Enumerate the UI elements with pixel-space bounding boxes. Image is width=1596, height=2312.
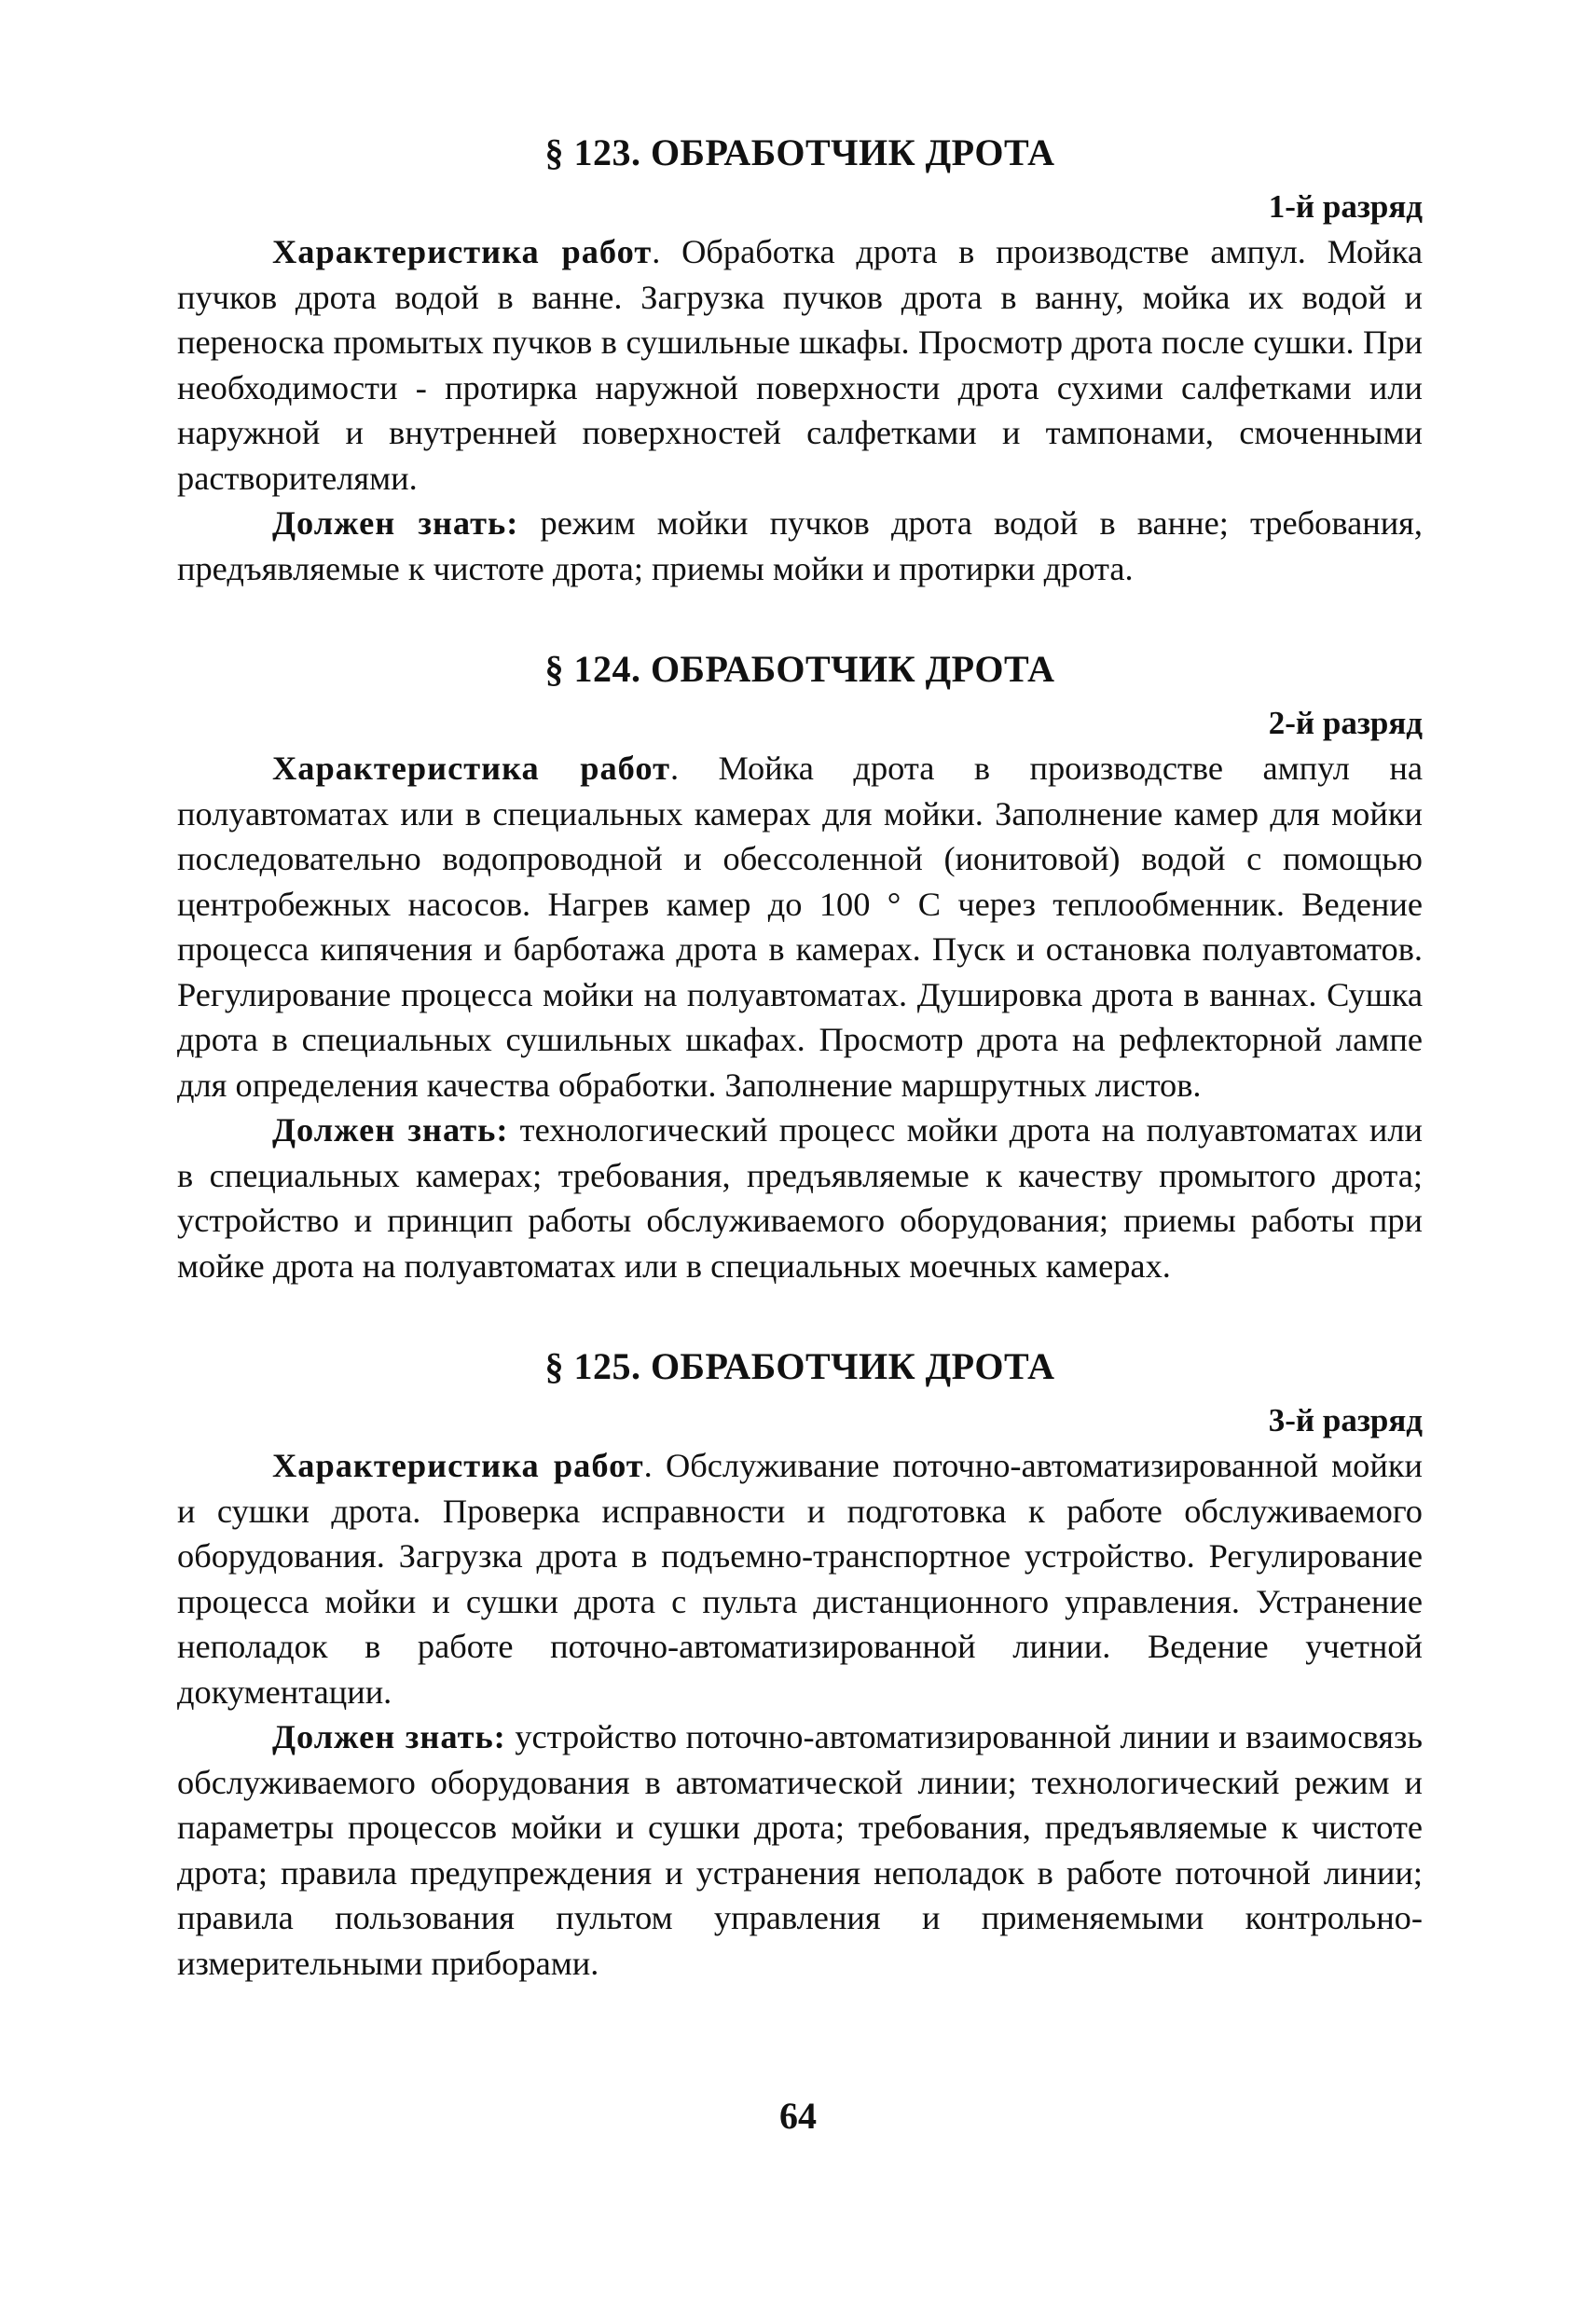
work-characteristics-paragraph [177, 229, 1423, 501]
grade-label: 1-й разряд [1268, 188, 1423, 225]
work-characteristics-text: . Обслуживание поточно-автоматизированной мойки и сушки дрота. Проверка исправности и подготовка к работе обслуживаемого оборудования. Загрузка дрота в подъемно-транспортное устройство. Регулирование процесса мойки и сушки дрота с пульта дистанционного управления. Устранение неполадок в работе поточно-автоматизированной линии. Ведение учетной документации. [177, 1447, 1423, 1711]
required-knowledge-label: Должен знать: [272, 1111, 509, 1149]
work-characteristics-text: . Обработка дрота в производстве ампул. Мойка пучков дрота водой в ванне. Загрузка пучков дрота в ванну, мойка их водой и переноска промытых пучков в сушильные шкафы. Просмотр дрота после сушки. При необходимости - протирка наружной поверхности дрота сухими салфетками или наружной и внутренней поверхностей салфетками и тампонами, смоченными растворителями. [177, 233, 1423, 497]
work-characteristics-paragraph [177, 746, 1423, 1108]
grade-label: 3-й разряд [1268, 1402, 1423, 1438]
document-page [177, 129, 1423, 1986]
section-title: § 125. ОБРАБОТЧИК ДРОТА [544, 1345, 1055, 1387]
section-title: § 123. ОБРАБОТЧИК ДРОТА [544, 131, 1055, 173]
page-number: 64 [779, 2095, 817, 2137]
work-characteristics-text: . Мойка дрота в производстве ампул на полуавтоматах или в специальных камерах для мойки. Заполнение камер для мойки последовательно водопроводной и обессоленной (ионитовой) водой с помощью центробежных насосов. Нагрев камер до 100 ° С через теплообменник. Ведение процесса кипячения и барботажа дрота в камерах. Пуск и остановка полуавтоматов. Регулирование процесса мойки на полуавтоматах. Душировка дрота в ваннах. Сушка дрота в специальных сушильных шкафах. Просмотр дрота на рефлекторной лампе для определения качества обработки. Заполнение маршрутных листов. [177, 750, 1424, 1104]
required-knowledge-text: технологический процесс мойки дрота на полуавтоматах или в специальных камерах; требования, предъявляемые к качеству промытого дрота; устройство и принцип работы обслуживаемого оборудования; приемы работы при мойке дрота на полуавтоматах или в специальных моечных камерах. [177, 1111, 1423, 1285]
required-knowledge-paragraph [177, 1714, 1423, 1986]
required-knowledge-label: Должен знать: [272, 504, 519, 542]
section-123 [177, 129, 1423, 591]
required-knowledge-text: устройство поточно-автоматизированной линии и взаимосвязь обслуживаемого оборудования в автоматической линии; технологический режим и параметры процессов мойки и сушки дрота; требования, предъявляемые к чистоте дрота; правила предупреждения и устранения неполадок в работе поточной линии; правила пользования пультом управления и применяемыми контрольно-измерительными приборами. [177, 1718, 1423, 1982]
required-knowledge-text: режим мойки пучков дрота водой в ванне; требования, предъявляемые к чистоте дрота; приемы мойки и протирки дрота. [177, 504, 1424, 587]
section-125 [177, 1342, 1423, 1986]
work-characteristics-label: Характеристика работ [272, 750, 670, 787]
section-124 [177, 645, 1423, 1288]
grade-label: 2-й разряд [1268, 705, 1423, 741]
work-characteristics-label: Характеристика работ [272, 1447, 644, 1484]
section-title: § 124. ОБРАБОТЧИК ДРОТА [544, 648, 1055, 690]
required-knowledge-paragraph [177, 1108, 1423, 1288]
work-characteristics-label: Характеристика работ [272, 233, 653, 270]
required-knowledge-paragraph [177, 501, 1423, 591]
work-characteristics-paragraph [177, 1443, 1423, 1714]
required-knowledge-label: Должен знать: [272, 1718, 506, 1755]
